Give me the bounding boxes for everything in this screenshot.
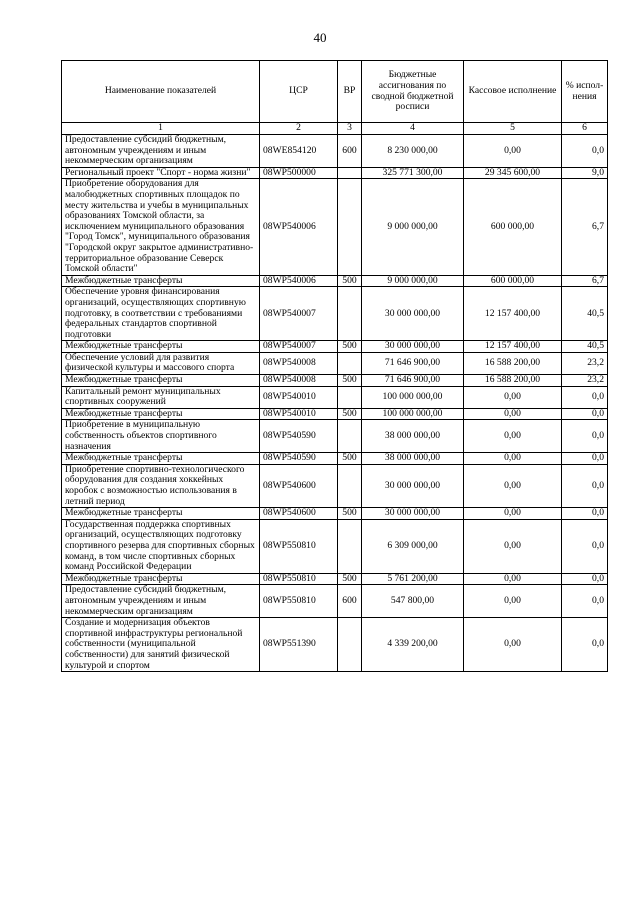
- row-percent: 0,0: [562, 420, 608, 453]
- row-csr: 08WP540010: [260, 408, 338, 420]
- row-vr: 600: [338, 585, 362, 618]
- table-row: [62, 464, 608, 507]
- row-assignments: 30 000 000,00: [362, 287, 464, 341]
- row-csr: 08WP550810: [260, 519, 338, 573]
- column-number: 3: [338, 123, 362, 135]
- row-cash: 0,00: [464, 573, 562, 585]
- row-vr: 500: [338, 275, 362, 287]
- row-percent: 0,0: [562, 508, 608, 520]
- row-percent: 0,0: [562, 464, 608, 507]
- row-name: Межбюджетные трансферты: [62, 453, 260, 465]
- row-csr: 08WP540006: [260, 275, 338, 287]
- row-percent: 23,2: [562, 352, 608, 374]
- row-percent: 0,0: [562, 135, 608, 168]
- header-vr: ВР: [338, 61, 362, 123]
- row-name: Межбюджетные трансферты: [62, 508, 260, 520]
- table-row: [62, 453, 608, 465]
- row-name: Предоставление субсидий бюджетным, автономным учреждениям и иным некоммерческим организациям: [62, 135, 260, 168]
- row-cash: 0,00: [464, 453, 562, 465]
- row-percent: 40,5: [562, 287, 608, 341]
- row-name: Создание и модернизация объектов спортивной инфраструктуры региональной собственности (муниципальной собственности) для занятий физической культурой и спортом: [62, 618, 260, 672]
- row-assignments: 30 000 000,00: [362, 508, 464, 520]
- row-cash: 0,00: [464, 464, 562, 507]
- table-row: [62, 352, 608, 374]
- row-vr: [338, 618, 362, 672]
- row-name: Капитальный ремонт муниципальных спортивных сооружений: [62, 386, 260, 408]
- table-row: [62, 167, 608, 179]
- row-name: Приобретение оборудования для малобюджетных спортивных площадок по месту жительства и учебы в муниципальных образованиях Томской области, за исключением муниципального образования "Город Томск", муниципального образования "Городской округ закрытое административно-территориальное образование Северск Томской области": [62, 179, 260, 275]
- row-name: Межбюджетные трансферты: [62, 375, 260, 387]
- row-cash: 29 345 600,00: [464, 167, 562, 179]
- table-row: [62, 618, 608, 672]
- row-name: Межбюджетные трансферты: [62, 408, 260, 420]
- row-vr: [338, 464, 362, 507]
- row-name: Приобретение спортивно-технологического оборудования для создания хоккейных коробок с возможностью использования в летний период: [62, 464, 260, 507]
- column-number: 1: [62, 123, 260, 135]
- row-vr: 500: [338, 375, 362, 387]
- budget-execution-table: [61, 60, 608, 672]
- row-percent: 0,0: [562, 386, 608, 408]
- column-number: 5: [464, 123, 562, 135]
- row-percent: 23,2: [562, 375, 608, 387]
- row-vr: 600: [338, 135, 362, 168]
- row-assignments: 71 646 900,00: [362, 375, 464, 387]
- table-row: [62, 341, 608, 353]
- table-header-row: [62, 61, 608, 123]
- row-vr: 500: [338, 453, 362, 465]
- row-csr: 08WP540600: [260, 508, 338, 520]
- row-assignments: 6 309 000,00: [362, 519, 464, 573]
- row-cash: 0,00: [464, 585, 562, 618]
- row-assignments: 100 000 000,00: [362, 408, 464, 420]
- row-csr: 08WP550810: [260, 585, 338, 618]
- table-row: [62, 386, 608, 408]
- header-assignments: Бюджетные ассигнования по сводной бюджетной росписи: [362, 61, 464, 123]
- row-vr: 500: [338, 341, 362, 353]
- row-name: Обеспечение условий для развития физической культуры и массового спорта: [62, 352, 260, 374]
- table-row: [62, 275, 608, 287]
- row-csr: 08WP540006: [260, 179, 338, 275]
- row-assignments: 38 000 000,00: [362, 420, 464, 453]
- row-assignments: 71 646 900,00: [362, 352, 464, 374]
- row-vr: [338, 519, 362, 573]
- table-row: [62, 179, 608, 275]
- row-cash: 0,00: [464, 508, 562, 520]
- row-csr: 08WP540590: [260, 453, 338, 465]
- row-vr: [338, 352, 362, 374]
- table-row: [62, 287, 608, 341]
- row-name: Межбюджетные трансферты: [62, 573, 260, 585]
- row-percent: 6,7: [562, 179, 608, 275]
- page-number: 40: [313, 30, 327, 45]
- row-cash: 0,00: [464, 408, 562, 420]
- row-csr: 08WP540007: [260, 341, 338, 353]
- header-percent: % испол-нения: [562, 61, 608, 123]
- row-percent: 0,0: [562, 519, 608, 573]
- table-body: [62, 135, 608, 672]
- row-vr: [338, 167, 362, 179]
- row-assignments: 4 339 200,00: [362, 618, 464, 672]
- row-vr: 500: [338, 508, 362, 520]
- row-cash: 16 588 200,00: [464, 352, 562, 374]
- table-row: [62, 375, 608, 387]
- row-csr: 08WP550810: [260, 573, 338, 585]
- table-row: [62, 585, 608, 618]
- row-name: Межбюджетные трансферты: [62, 275, 260, 287]
- row-name: Государственная поддержка спортивных организаций, осуществляющих подготовку спортивного резерва для спортивных сборных команд, в том числе спортивных сборных команд Российской Федерации: [62, 519, 260, 573]
- column-number: 6: [562, 123, 608, 135]
- row-cash: 600 000,00: [464, 179, 562, 275]
- row-cash: 12 157 400,00: [464, 341, 562, 353]
- row-csr: 08WP500000: [260, 167, 338, 179]
- row-assignments: 325 771 300,00: [362, 167, 464, 179]
- table-row: [62, 408, 608, 420]
- row-csr: 08WE854120: [260, 135, 338, 168]
- row-cash: 0,00: [464, 420, 562, 453]
- row-vr: [338, 420, 362, 453]
- row-vr: [338, 179, 362, 275]
- row-name: Обеспечение уровня финансирования организаций, осуществляющих спортивную подготовку, в соответствии с требованиями федеральных стандартов спортивной подготовки: [62, 287, 260, 341]
- row-assignments: 9 000 000,00: [362, 179, 464, 275]
- row-percent: 0,0: [562, 618, 608, 672]
- row-cash: 12 157 400,00: [464, 287, 562, 341]
- header-name: Наименование показателей: [62, 61, 260, 123]
- column-number: 2: [260, 123, 338, 135]
- row-csr: 08WP540600: [260, 464, 338, 507]
- row-percent: 6,7: [562, 275, 608, 287]
- column-number: 4: [362, 123, 464, 135]
- row-name: Приобретение в муниципальную собственность объектов спортивного назначения: [62, 420, 260, 453]
- row-percent: 0,0: [562, 408, 608, 420]
- row-percent: 0,0: [562, 453, 608, 465]
- row-csr: 08WP540008: [260, 375, 338, 387]
- row-cash: 600 000,00: [464, 275, 562, 287]
- row-vr: [338, 386, 362, 408]
- row-csr: 08WP540008: [260, 352, 338, 374]
- row-percent: 40,5: [562, 341, 608, 353]
- row-assignments: 547 800,00: [362, 585, 464, 618]
- row-cash: 16 588 200,00: [464, 375, 562, 387]
- row-assignments: 100 000 000,00: [362, 386, 464, 408]
- row-name: Предоставление субсидий бюджетным, автономным учреждениям и иным некоммерческим организациям: [62, 585, 260, 618]
- row-cash: 0,00: [464, 519, 562, 573]
- row-cash: 0,00: [464, 135, 562, 168]
- header-cash: Кассовое исполнение: [464, 61, 562, 123]
- row-csr: 08WP540010: [260, 386, 338, 408]
- table-row: [62, 519, 608, 573]
- row-assignments: 9 000 000,00: [362, 275, 464, 287]
- header-csr: ЦСР: [260, 61, 338, 123]
- row-csr: 08WP540007: [260, 287, 338, 341]
- table-row: [62, 508, 608, 520]
- row-assignments: 8 230 000,00: [362, 135, 464, 168]
- row-cash: 0,00: [464, 386, 562, 408]
- row-vr: [338, 287, 362, 341]
- row-vr: 500: [338, 408, 362, 420]
- row-percent: 9,0: [562, 167, 608, 179]
- row-percent: 0,0: [562, 585, 608, 618]
- row-csr: 08WP540590: [260, 420, 338, 453]
- row-percent: 0,0: [562, 573, 608, 585]
- row-assignments: 38 000 000,00: [362, 453, 464, 465]
- row-assignments: 30 000 000,00: [362, 341, 464, 353]
- row-assignments: 5 761 200,00: [362, 573, 464, 585]
- row-name: Региональный проект "Спорт - норма жизни": [62, 167, 260, 179]
- column-number-row: [62, 123, 608, 135]
- row-assignments: 30 000 000,00: [362, 464, 464, 507]
- table-row: [62, 573, 608, 585]
- row-vr: 500: [338, 573, 362, 585]
- table-row: [62, 135, 608, 168]
- row-name: Межбюджетные трансферты: [62, 341, 260, 353]
- table-row: [62, 420, 608, 453]
- row-csr: 08WP551390: [260, 618, 338, 672]
- row-cash: 0,00: [464, 618, 562, 672]
